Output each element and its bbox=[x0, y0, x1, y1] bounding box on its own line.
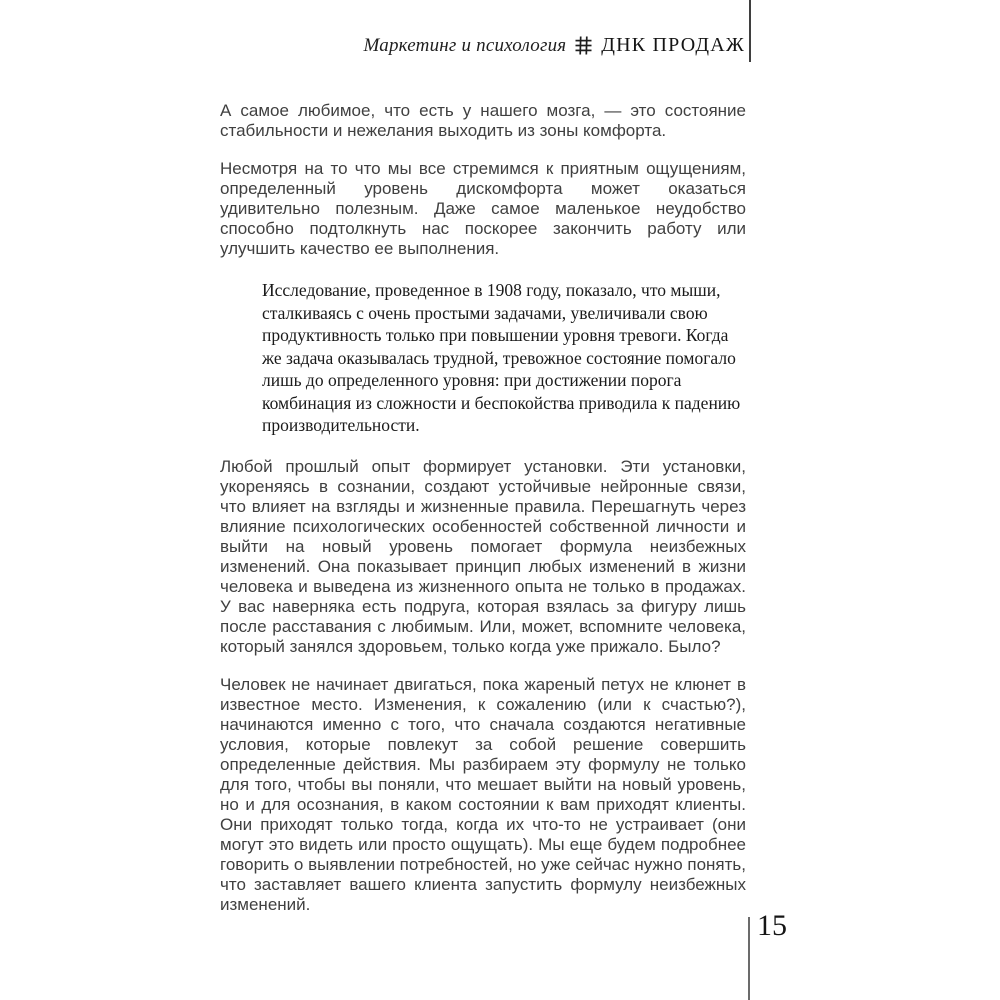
text-column bbox=[220, 101, 746, 933]
running-header bbox=[364, 34, 746, 58]
page-number: 15 bbox=[757, 909, 787, 942]
paragraph: Несмотря на то что мы все стремимся к приятным ощущениям, определенный уровень дискомфорта может оказаться удивительно полезным. Даже самое маленькое неудобство способно подтолкнуть нас поскорее закончить работу или улучшить качество ее выполнения. bbox=[220, 159, 746, 258]
footer-rule bbox=[748, 917, 750, 1000]
block-quote: Исследование, проведенное в 1908 году, показало, что мыши, сталкиваясь с очень простыми задачами, увеличивали свою продуктивность только при повышении уровня тревоги. Когда же задача оказывалась трудной, тревожное состояние помогало лишь до определенного уровня: при достижении порога комбинация из сложности и беспокойства приводила к падению производительности. bbox=[262, 280, 741, 435]
book-title: ДНК ПРОДАЖ bbox=[601, 34, 745, 56]
header-rule bbox=[749, 0, 751, 62]
dna-hash-icon bbox=[575, 36, 592, 60]
paragraph: А самое любимое, что есть у нашего мозга, — это состояние стабильности и нежелания выходить из зоны комфорта. bbox=[220, 101, 746, 140]
paragraph: Любой прошлый опыт формирует установки. Эти установки, укореняясь в сознании, создают устойчивые нейронные связи, что влияет на взгляды и жизненные правила. Перешагнуть через влияние психологических особенностей собственной личности и выйти на новый уровень помогает формула неизбежных изменений. Она показывает принцип любых изменений в жизни человека и выведена из жизненного опыта не только в продажах. У вас наверняка есть подруга, которая взялась за фигуру лишь после расставания с любимым. Или, может, вспомните человека, который занялся здоровьем, только когда уже прижало. Было? bbox=[220, 456, 746, 656]
paragraph: Человек не начинает двигаться, пока жареный петух не клюнет в известное место. Изменения, к сожалению (или к счастью?), начинаются именно с того, что сначала создаются негативные условия, которые повлекут за собой решение совершить определенные действия. Мы разбираем эту формулу не только для того, чтобы вы поняли, что мешает выйти на новый уровень, но и для осознания, в каком состоянии к вам приходят клиенты. Они приходят только тогда, когда их что-то не устраивает (они могут это видеть или просто ощущать). Мы еще будем подробнее говорить о выявлении потребностей, но уже сейчас нужно понять, что заставляет вашего клиента запустить формулу неизбежных изменений. bbox=[220, 674, 746, 914]
series-title: Маркетинг и психология bbox=[363, 35, 567, 56]
